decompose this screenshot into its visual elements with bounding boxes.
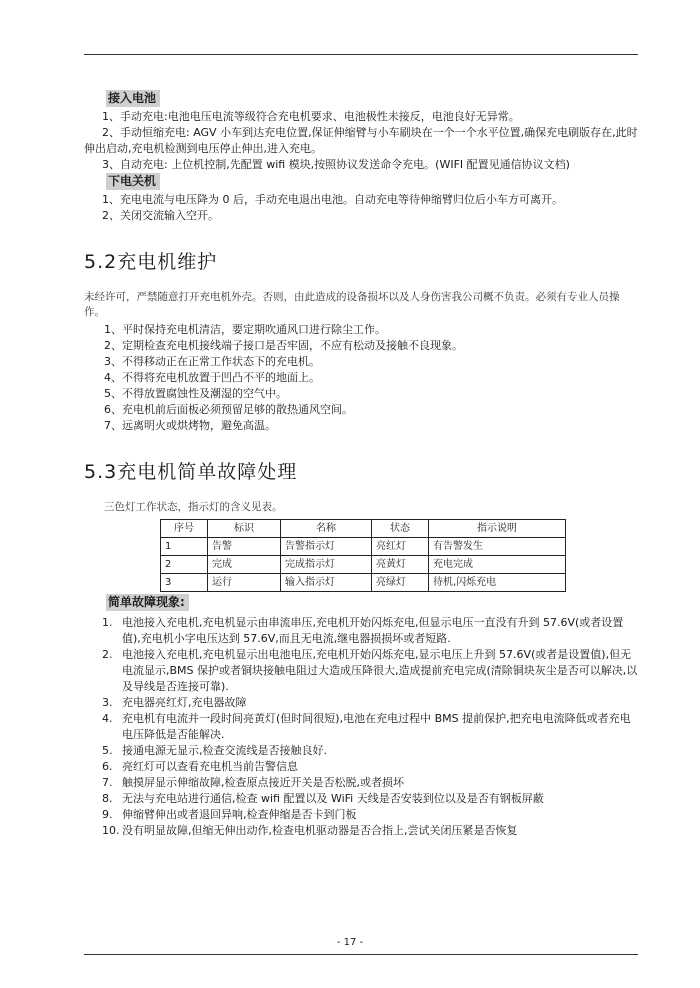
maintenance-item-4: 4、不得将充电机放置于凹凸不平的地面上。	[104, 371, 320, 385]
table-cell: 告警指示灯	[281, 538, 372, 556]
list-item	[102, 647, 640, 695]
table-header-cell: 状态	[372, 520, 429, 538]
fault-text: 触摸屏显示伸缩故障,检查原点接近开关是否松脱,或者损坏	[122, 776, 404, 790]
table-header-cell: 名称	[281, 520, 372, 538]
list-item	[102, 823, 640, 839]
fault-number: 7.	[102, 776, 113, 790]
fault-number: 6.	[102, 760, 113, 774]
fault-number: 10.	[102, 824, 120, 838]
header-rule	[84, 54, 638, 55]
fault-number: 9.	[102, 808, 113, 822]
table-row	[161, 574, 566, 592]
maintenance-item-1: 1、平时保持充电机清洁，要定期吹通风口进行除尘工作。	[104, 323, 386, 337]
table-header-row	[161, 520, 566, 538]
page-number: - 17 -	[336, 937, 364, 948]
fault-number: 8.	[102, 792, 113, 806]
power-off-item-1: 1、充电电流与电压降为 0 后，手动充电退出电池。自动充电等待伸缩臂归位后小车方可离开。	[102, 192, 563, 206]
fault-number: 2.	[102, 648, 113, 662]
fault-text: 电池接入充电机,充电机显示出电池电压,充电机开始闪烁充电,显示电压上升到 57.6V(或者是设置值),但无电流显示,BMS 保护或者铜块接触电阻过大造成压降很大,造成提前充电完成(清除铜块灰尘是否可以解决,以及导线是否连接可靠).	[122, 648, 638, 694]
list-item	[102, 615, 640, 647]
fault-list	[102, 615, 640, 839]
heading-faults: 简单故障现象:	[106, 594, 189, 611]
fault-number: 1.	[102, 616, 113, 630]
maintenance-item-3: 3、不得移动正在正常工作状态下的充电机。	[104, 355, 320, 369]
table-row	[161, 538, 566, 556]
indicator-table	[160, 519, 566, 592]
maintenance-item-7: 7、远离明火或烘烤物，避免高温。	[104, 419, 276, 433]
section-title-troubleshooting: 5.3充电机简单故障处理	[84, 461, 298, 484]
table-cell: 亮黄灯	[372, 556, 429, 574]
fault-number: 4.	[102, 712, 113, 726]
maintenance-list	[84, 322, 640, 434]
maintenance-intro: 未经许可，严禁随意打开充电机外壳。否则，由此造成的设备损坏以及人身伤害我公司概不负责。必须有专业人员操作。	[84, 290, 620, 318]
table-cell: 完成指示灯	[281, 556, 372, 574]
fault-text: 充电机有电流并一段时间亮黄灯(但时间很短),电池在充电过程中 BMS 提前保护,把充电电流降低或者充电电压降低是否能解决.	[122, 712, 631, 742]
fault-text: 接通电源无显示,检查交流线是否接触良好.	[122, 744, 327, 758]
table-cell: 亮红灯	[372, 538, 429, 556]
list-item	[102, 807, 640, 823]
table-header-cell: 标识	[208, 520, 281, 538]
footer-rule	[84, 954, 638, 955]
fault-number: 3.	[102, 696, 113, 710]
fault-number: 5.	[102, 744, 113, 758]
connect-item-1: 1、手动充电:电池电压电流等级符合充电机要求、电池极性未接反，电池良好无异常。	[102, 110, 520, 123]
fault-text: 电池接入充电机,充电机显示由串流串压,充电机开始闪烁充电,但显示电压一直没有升到 57.6V(或者设置值),充电机小字电压达到 57.6V,而且无电流,继电器损损坏或者短路.	[122, 616, 624, 646]
list-item	[102, 759, 640, 775]
list-item	[102, 743, 640, 759]
list-item	[102, 791, 640, 807]
fault-text: 无法与充电站进行通信,检查 wifi 配置以及 WiFi 天线是否安装到位以及是否有钢板屏蔽	[122, 792, 544, 806]
maintenance-item-2: 2、定期检查充电机接线端子接口是否牢固，不应有松动及接触不良现象。	[104, 339, 463, 353]
fault-text: 没有明显故障,但缩无伸出动作,检查电机驱动器是否合指上,尝试关闭压紧是否恢复	[122, 824, 518, 838]
heading-power-off: 下电关机	[106, 173, 160, 190]
fault-text: 充电器亮红灯,充电器故障	[122, 696, 247, 710]
fault-text: 伸缩臂伸出或者退回异响,检查伸缩是否卡到门板	[122, 808, 357, 822]
fault-text: 亮红灯可以查看充电机当前告警信息	[122, 760, 298, 774]
list-item	[102, 711, 640, 743]
list-item	[102, 775, 640, 791]
table-cell: 运行	[208, 574, 281, 592]
table-header-cell: 指示说明	[429, 520, 566, 538]
power-off-item-2: 2、关闭交流输入空开。	[102, 208, 219, 222]
section-title-maintenance: 5.2充电机维护	[84, 250, 218, 273]
maintenance-item-5: 5、不得放置腐蚀性及潮湿的空气中。	[104, 387, 287, 401]
page-content	[84, 90, 640, 839]
table-row	[161, 556, 566, 574]
table-cell: 输入指示灯	[281, 574, 372, 592]
table-cell: 亮绿灯	[372, 574, 429, 592]
table-cell: 待机,闪烁充电	[429, 574, 566, 592]
list-item	[102, 695, 640, 711]
heading-connect-battery: 接入电池	[106, 90, 160, 107]
table-cell: 3	[161, 574, 208, 592]
table-cell: 完成	[208, 556, 281, 574]
connect-item-2: 2、手动恒缩充电: AGV 小车到达充电位置,保证伸缩臂与小车刷块在一个一个水平位置,确保充电刷版存在,此时伸出启动,充电机检测到电压停止伸出,进入充电。	[84, 125, 638, 155]
table-header-cell: 序号	[161, 520, 208, 538]
maintenance-item-6: 6、充电机前后面板必须预留足够的散热通风空间。	[104, 403, 353, 417]
table-cell: 2	[161, 556, 208, 574]
table-cell: 告警	[208, 538, 281, 556]
indicator-intro: 三色灯工作状态，指示灯的含义见表。	[104, 501, 283, 514]
connect-item-3: 3、自动充电: 上位机控制,先配置 wifi 模块,按照协议发送命令充电。(WIFI 配置见通信协议文档)	[102, 157, 570, 171]
table-cell: 1	[161, 538, 208, 556]
table-cell: 有告警发生	[429, 538, 566, 556]
table-cell: 充电完成	[429, 556, 566, 574]
